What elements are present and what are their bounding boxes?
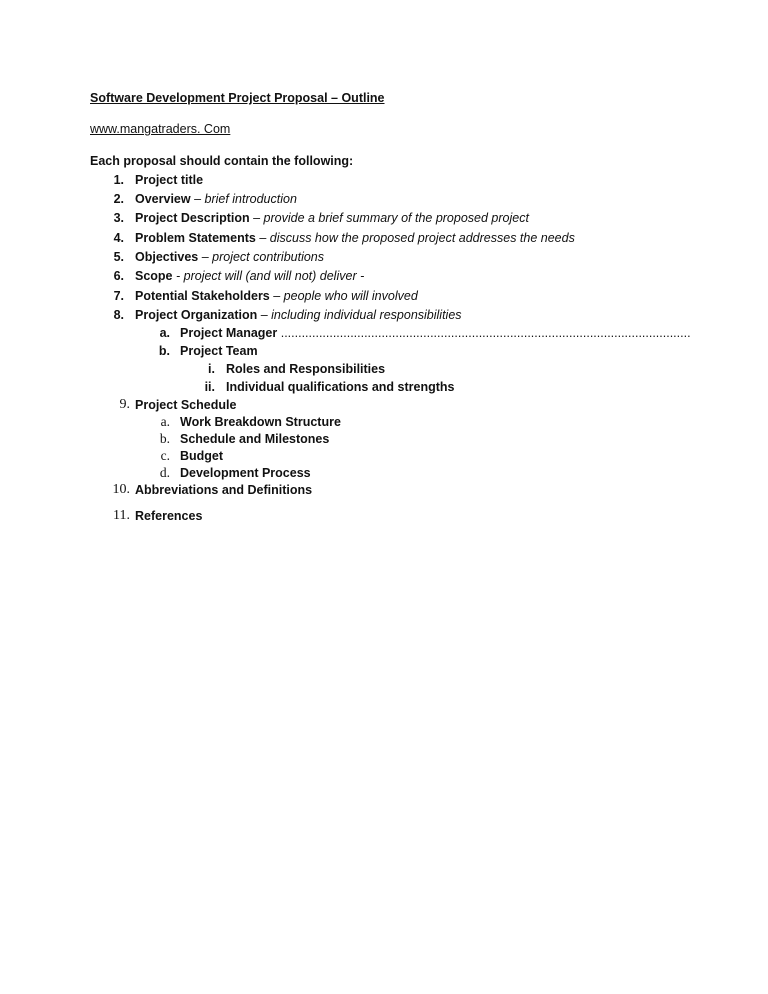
- item-label: Project Manager: [180, 326, 278, 340]
- item-label: Project Description: [135, 211, 250, 225]
- item-number: b.: [159, 431, 170, 446]
- item-label: Potential Stakeholders: [135, 289, 270, 303]
- item-label: Project Organization: [135, 308, 258, 322]
- item-label: Budget: [180, 449, 224, 463]
- item-description: – people who will involved: [269, 289, 418, 303]
- item-number: 2.: [113, 192, 124, 206]
- item-description: – provide a brief summary of the proposed project: [249, 211, 529, 225]
- item-label: Individual qualifications and strengths: [226, 380, 455, 394]
- intro-text: Each proposal should contain the following:: [90, 154, 354, 168]
- item-number: 4.: [113, 231, 124, 245]
- item-label: Project Schedule: [135, 398, 237, 412]
- item-number: 5.: [113, 250, 124, 264]
- item-label: Problem Statements: [135, 231, 256, 245]
- item-label: Scope: [135, 269, 173, 283]
- item-number: b.: [158, 344, 170, 358]
- item-label: Abbreviations and Definitions: [135, 483, 313, 497]
- item-label: References: [135, 509, 203, 523]
- item-number: c.: [160, 448, 170, 463]
- item-number: 1.: [113, 173, 124, 187]
- item-number: 7.: [113, 289, 124, 303]
- item-number: 11.: [113, 508, 130, 523]
- item-number: 8.: [113, 308, 124, 322]
- leader-dots: ......................................................................................................................: [277, 326, 691, 340]
- item-number: d.: [159, 465, 170, 480]
- item-description: – discuss how the proposed project addresses the needs: [255, 231, 575, 245]
- item-number: 9.: [119, 397, 130, 412]
- item-label: Project Team: [180, 344, 258, 358]
- website-link[interactable]: www.mangatraders. Com: [90, 122, 231, 136]
- item-number: a.: [160, 414, 170, 429]
- item-number: 10.: [112, 482, 130, 497]
- item-description: – including individual responsibilities: [257, 308, 462, 322]
- item-label: Objectives: [135, 250, 199, 264]
- item-number: i.: [208, 362, 215, 376]
- item-number: 3.: [113, 211, 124, 225]
- item-label: Overview: [135, 192, 191, 206]
- item-label: Project title: [135, 173, 204, 187]
- item-label: Work Breakdown Structure: [180, 415, 341, 429]
- item-label: Development Process: [180, 466, 311, 480]
- item-label: Schedule and Milestones: [180, 432, 330, 446]
- item-number: a.: [159, 326, 170, 340]
- item-number: 6.: [113, 269, 124, 283]
- item-description: - project will (and will not) deliver -: [172, 269, 365, 283]
- document-title: Software Development Project Proposal – Outline: [90, 91, 385, 105]
- item-number: ii.: [204, 380, 215, 394]
- item-label: Roles and Responsibilities: [226, 362, 386, 376]
- item-description: – project contributions: [198, 250, 324, 264]
- item-description: – brief introduction: [190, 192, 297, 206]
